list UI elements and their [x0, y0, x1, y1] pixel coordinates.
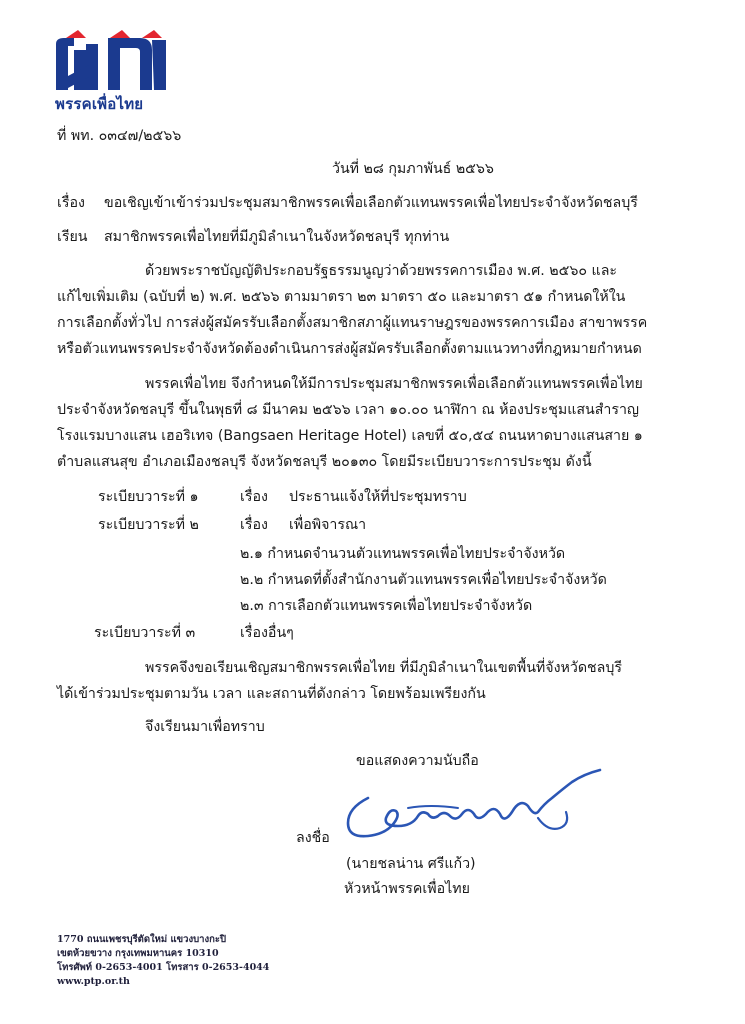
para3-line: พรรคจึงขอเรียนเชิญสมาชิกพรรคเพื่อไทย ที่มีภูมิลำเนาในเขตพื้นที่จังหวัดชลบุรี: [145, 660, 622, 676]
para2-line: พรรคเพื่อไทย จึงกำหนดให้มีการประชุมสมาชิกพรรคเพื่อเลือกตัวแทนพรรคเพื่อไทย: [145, 376, 643, 392]
para1-line: ด้วยพระราชบัญญัติประกอบรัฐธรรมนูญว่าด้วยพรรคการเมือง พ.ศ. ๒๕๖๐ และ: [145, 263, 618, 279]
para1-line: การเลือกตั้งทั่วไป การส่งผู้สมัครรับเลือกตั้งสมาชิกสภาผู้แทนราษฎรของพรรคการเมือง สาขาพรรค: [57, 315, 648, 331]
signature-icon: [338, 768, 606, 848]
agenda-subitem: ๒.๑ กำหนดจำนวนตัวแทนพรรคเพื่อไทยประจำจังหวัด: [240, 546, 566, 562]
footer-address-2: เขตห้วยขวาง กรุงเทพมหานคร 10310: [57, 948, 219, 959]
agenda-number: ระเบียบวาระที่ ๓: [94, 625, 196, 641]
agenda-number: ระเบียบวาระที่ ๒: [98, 517, 199, 533]
party-logo-name: พรรคเพื่อไทย: [55, 95, 144, 113]
letter-date: วันที่ ๒๘ กุมภาพันธ์ ๒๕๖๖: [332, 161, 494, 177]
subject-text: ขอเชิญเข้าเข้าร่วมประชุมสมาชิกพรรคเพื่อเลือกตัวแทนพรรคเพื่อไทยประจำจังหวัดชลบุรี: [104, 195, 638, 211]
sign-label: ลงชื่อ: [296, 830, 330, 846]
footer-website[interactable]: www.ptp.or.th: [57, 976, 130, 987]
reference-number: ที่ พท. ๐๓๔๗/๒๕๖๖: [57, 128, 182, 144]
para2-line: โรงแรมบางแสน เฮอริเทจ (Bangsaen Heritage Hotel) เลขที่ ๕๐,๕๔ ถนนหาดบางแสนสาย ๑: [57, 428, 643, 444]
agenda-number: ระเบียบวาระที่ ๑: [98, 489, 199, 505]
addressee-label: เรียน: [57, 229, 88, 245]
para3-line: ได้เข้าร่วมประชุมตามวัน เวลา และสถานที่ดังกล่าว โดยพร้อมเพรียงกัน: [57, 686, 486, 702]
para1-line: แก้ไขเพิ่มเติม (ฉบับที่ ๒) พ.ศ. ๒๕๖๖ ตามมาตรา ๒๓ มาตรา ๕๐ และมาตรา ๕๑ กำหนดให้ใน: [57, 289, 626, 305]
para1-line: หรือตัวแทนพรรคประจำจังหวัดต้องดำเนินการส่งผู้สมัครรับเลือกตั้งตามแนวทางที่กฎหมายกำหนด: [57, 341, 642, 357]
footer-address-1: 1770 ถนนเพชรบุรีตัดใหม่ แขวงบางกะปิ: [57, 934, 226, 945]
closing-line: จึงเรียนมาเพื่อทราบ: [145, 719, 265, 735]
agenda-subitem: ๒.๓ การเลือกตัวแทนพรรคเพื่อไทยประจำจังหวัด: [240, 598, 533, 614]
agenda-text: เรื่องอื่นๆ: [240, 625, 294, 641]
agenda-text: เพื่อพิจารณา: [289, 517, 367, 533]
para2-line: ตำบลแสนสุข อำเภอเมืองชลบุรี จังหวัดชลบุรี ๒๐๑๓๐ โดยมีระเบียบวาระการประชุม ดังนี้: [57, 454, 592, 470]
party-logo-icon: [52, 30, 170, 90]
signer-name: (นายชลน่าน ศรีแก้ว): [346, 856, 476, 872]
signer-title: หัวหน้าพรรคเพื่อไทย: [344, 881, 470, 897]
addressee-text: สมาชิกพรรคเพื่อไทยที่มีภูมิลำเนาในจังหวัดชลบุรี ทุกท่าน: [104, 229, 450, 245]
agenda-label: เรื่อง: [240, 517, 268, 533]
footer-phone: โทรศัพท์ 0-2653-4001 โทรสาร 0-2653-4044: [57, 962, 270, 973]
agenda-subitem: ๒.๒ กำหนดที่ตั้งสำนักงานตัวแทนพรรคเพื่อไทยประจำจังหวัด: [240, 572, 607, 588]
agenda-text: ประธานแจ้งให้ที่ประชุมทราบ: [289, 489, 467, 505]
subject-label: เรื่อง: [57, 195, 85, 211]
para2-line: ประจำจังหวัดชลบุรี ขึ้นในพุธที่ ๘ มีนาคม ๒๕๖๖ เวลา ๑๐.๐๐ นาฬิกา ณ ห้องประชุมแสนสำราญ: [57, 402, 640, 418]
regards-text: ขอแสดงความนับถือ: [356, 753, 479, 769]
agenda-label: เรื่อง: [240, 489, 268, 505]
